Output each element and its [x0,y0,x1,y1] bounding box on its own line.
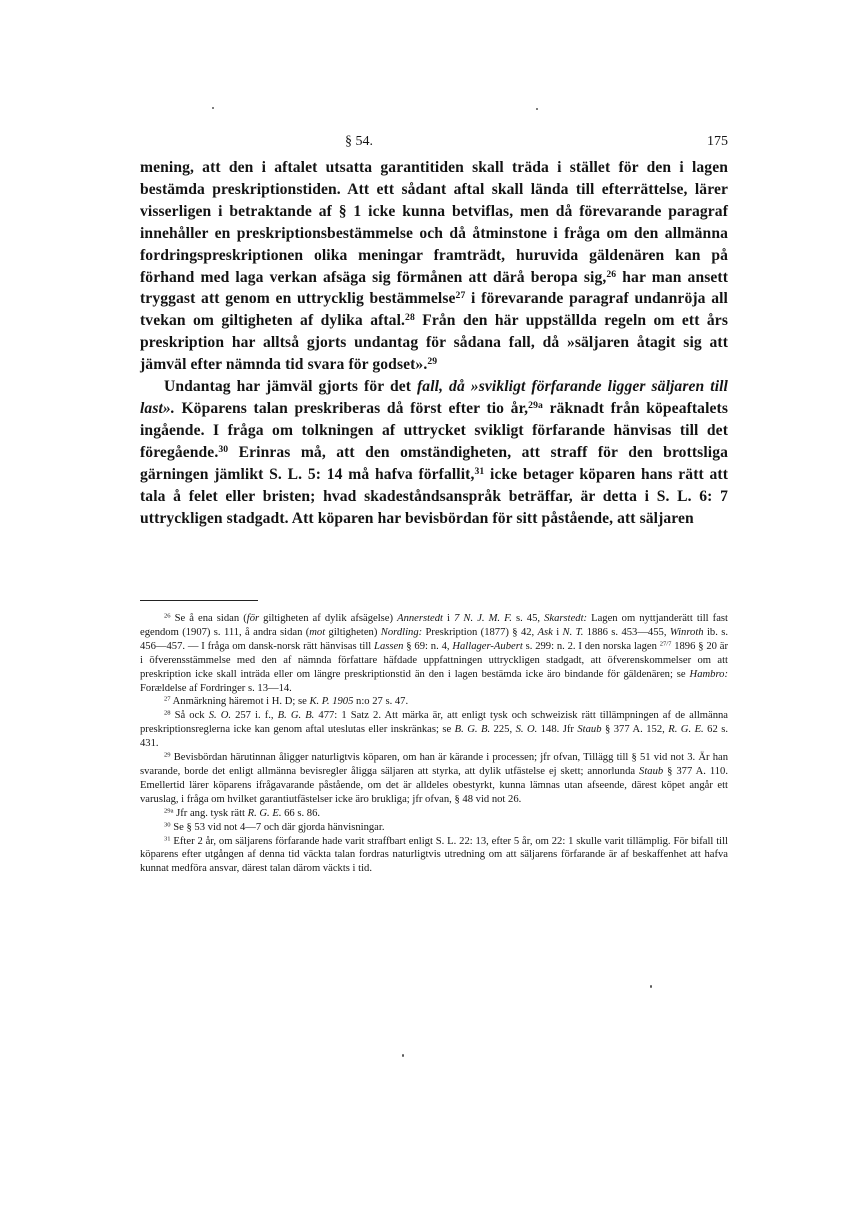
scan-speck [536,108,538,110]
footnote-divider [140,600,258,601]
text-run: Erinras må, att den omständigheten, att straff för den brottsliga gärningen jämlikt S. L. 5: 14 må hafva förfallit, [140,443,728,483]
footnote-ref-29: 29 [427,356,438,368]
footnote-26: $^{26}$ Se å ena sidan (för giltigheten af dylik afsägelse) Annerstedt i 7 N. J. M. F. s. 45, Skarstedt: Lagen om nyttjanderätt till fast egendom (1907) s. 111, å andra sidan (mot giltigheten) Nordling: Preskription (1877) § 42, Ask i N. T. 1886 s. 453—455, Winroth ib. s. 456—457. — I fråga om dansk-norsk rätt hänvisas till Lassen § 69: n. 4, Hallager-Aubert s. 299: n. 2. I den norska lagen $^{27/7}$ 1896 § 20 är i öfverensstämmelse med den af nämnda författare häfdade uppfattningen uttryckligen stadgadt, att öfverenskommelser om att preskription icke skall inträda eller om längre preskriptionstid än den i lagen bestämda icke äro bindande för gäldenären; se Hambro: Forældelse af Fordringer s. 13—14. [140,612,729,694]
footnote-28: $^{28}$ Så ock S. O. 257 i. f., B. G. B. 477: 1 Satz 2. Att märka är, att enligt tysk och schweizisk rätt tillämpningen af de allmänna preskriptionsreglerna icke kan genom aftal uteslutas eller inskränkas; se B. G. B. 225, S. O. 148. Jfr Staub § 377 A. 152, R. G. E. 62 s. 431. [140,710,728,750]
text-run: Undantag har jämväl gjorts för det [164,378,418,396]
emphasis-quote: fall, då »svikligt förfarande ligger säljaren till last». [140,378,728,417]
footnote-31: $^{31}$ Efter 2 år, om säljarens förfarande hade varit straffbart enligt S. L. 22: 13, efter 5 år, om 22: 1 skulle varit tillämplig. För bifall till köparens efter utgången af denna tid väckta talan fordras naturligtvis utredning om att säljarens förfarande är af beskaffenhet att hafva kunnat medföra ansvar, därest talan därom väckts i tid. [140,835,728,875]
footnote-ref-31: 31 [474,465,485,477]
paragraph-2 [140,376,728,529]
scan-speck [402,1054,404,1057]
text-run: har man ansett tryggast att genom en uttrycklig bestämmelse [140,268,728,308]
text-run: Köparens talan preskriberas då först efter tio år, [174,399,529,417]
footnote-ref-27: 27 [455,290,466,302]
footnote-ref-30: 30 [218,443,229,455]
text-run: Från den här uppställda regeln om ett års preskription har alltså gjorts undantag för sådana fall, då »säljaren åtagit sig att jämväl efter nämnda tid svara för godset». [140,312,728,374]
running-header [140,134,728,154]
paragraph-1 [140,157,728,376]
footnote-29: $^{29}$ Bevisbördan härutinnan åligger naturligtvis köparen, om han är kärande i processen; jfr ofvan, Tillägg till § 51 vid not 3. Är han svarande, borde det enligt allmänna bevisregler åligga säljaren att styrka, att dylik utfästelse ej skett; annorlunda Staub § 377 A. 110. Emellertid lärer köparens ifrågavarande påstående, om det är alldeles obestyrkt, kunna lämnas utan afseende, därest köpet angår ett varuslag, i fråga om hvilket garantiutfästelser icke äro brukliga; jfr ofvan, § 48 vid not 26. [140,751,728,805]
footnote-ref-28: 28 [405,312,415,324]
main-text [140,157,728,529]
page-number: 175 [707,134,728,149]
text-run: mening, att den i aftalet utsatta garantitiden skall träda i stället för den i lagen bestämda preskriptionstiden. Att ett sådant aftal skall lända till efterrättelse, lärer visserligen i betraktande af § 1 icke kunna betviflas, men då förevarande paragraf innehåller en preskriptionsbestämmelse och då åtminstone i fråga om den allmänna fordringspreskriptionen olika meningar framträdt, huruvida gäldenären kan på förhand med laga verkan afsäga sig förmånen att därå beropa sig, [140,159,728,286]
scan-speck [650,985,652,988]
text-run: räknadt från köpeaftalets ingående. I fråga om tolkningen af uttrycket svikligt förfarande hänvisas till det föregående. [140,399,728,461]
footnotes [140,612,728,876]
footnote-30: $^{30}$ Se § 53 vid not 4—7 och där gjorda hänvisningar. [164,821,385,833]
footnote-27: $^{27}$ Anmärkning häremot i H. D; se K. P. 1905 n:o 27 s. 47. [164,696,409,708]
scan-speck [212,107,214,109]
section-heading: § 54. [345,134,373,149]
footnote-29a: $^{29a}$ Jfr ang. tysk rätt R. G. E. 66 s. 86. [164,807,321,819]
text-run: icke betager köparen hans rätt att tala å felet eller bristen; hvad skadeståndsanspråk beträffar, är detta i S. L. 6: 7 uttryckligen stadgadt. Att köparen har bevisbördan för sitt påstående, att säljaren [140,465,728,527]
footnote-ref-29a: 29a [528,400,543,412]
footnote-ref-26: 26 [606,268,617,280]
text-run: i förevarande paragraf undanröja all tvekan om giltigheten af dylika aftal. [140,290,728,330]
